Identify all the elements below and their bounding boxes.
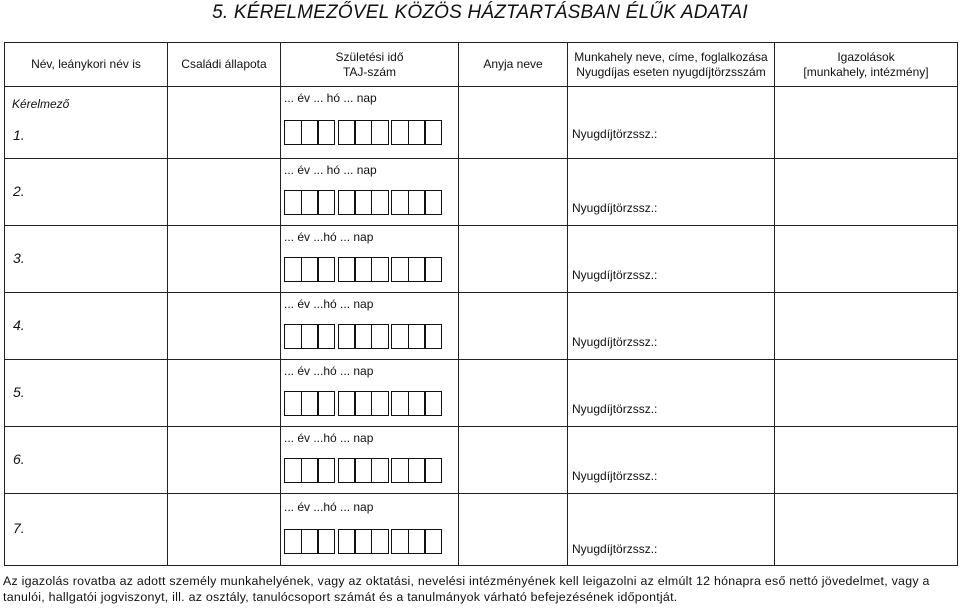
footnote-text: Az igazolás rovatba az adott személy munkahelyének, vagy az oktatási, nevelési intézményének kell leigazolni az elmúlt 12 hónapra eső nettó jövedelmet, vagy a tanulói, hallgatói jogviszonyt, ill. az osztály, tanulócsoport számát és a tanulmányok várható befejezésének időpontját. — [3, 574, 930, 604]
mother-name-field[interactable] — [459, 87, 568, 159]
workplace-field[interactable] — [568, 159, 775, 226]
certificate-field[interactable] — [775, 494, 958, 566]
marital-status-field[interactable] — [168, 293, 281, 360]
certificate-field[interactable] — [775, 87, 958, 159]
taj-boxes[interactable] — [284, 458, 441, 483]
header-cert-line2: [munkahely, intézmény] — [803, 64, 929, 79]
header-workplace — [568, 43, 775, 87]
row-number: 2. — [13, 183, 25, 199]
header-work-line2: Nyugdíjas eseten nyugdíjtörzsszám — [576, 64, 766, 79]
applicant-label: Kérelmező — [12, 97, 70, 111]
certificate-field[interactable] — [775, 427, 958, 494]
workplace-field[interactable] — [568, 226, 775, 293]
birth-date-text: ... év ...hó ... nap — [284, 230, 374, 244]
table-row — [5, 360, 958, 427]
birth-date-field[interactable] — [281, 159, 459, 226]
birth-date-text: ... év ... hó ... nap — [284, 91, 377, 105]
pension-number-label: Nyugdíjtörzssz.: — [572, 127, 658, 141]
mother-name-field[interactable] — [459, 427, 568, 494]
birth-date-field[interactable] — [281, 87, 459, 159]
row-label-cell — [5, 159, 168, 226]
birth-date-text: ... év ...hó ... nap — [284, 364, 374, 378]
table-row — [5, 159, 958, 226]
row-label-cell — [5, 427, 168, 494]
row-number: 5. — [13, 384, 25, 400]
birth-date-field[interactable] — [281, 427, 459, 494]
taj-boxes[interactable] — [284, 391, 441, 416]
mother-name-field[interactable] — [459, 226, 568, 293]
taj-boxes[interactable] — [284, 324, 441, 349]
birth-date-text: ... év ... hó ... nap — [284, 163, 377, 177]
row-label-cell — [5, 226, 168, 293]
marital-status-field[interactable] — [168, 87, 281, 159]
page-title: 5. KÉRELMEZŐVEL KÖZÖS HÁZTARTÁSBAN ÉLŰK ADATAI — [212, 2, 748, 23]
row-label-cell — [5, 360, 168, 427]
pension-number-label: Nyugdíjtörzssz.: — [572, 402, 658, 416]
workplace-field[interactable] — [568, 293, 775, 360]
birth-date-field[interactable] — [281, 360, 459, 427]
table-row — [5, 87, 958, 159]
pension-number-label: Nyugdíjtörzssz.: — [572, 201, 658, 215]
pension-number-label: Nyugdíjtörzssz.: — [572, 268, 658, 282]
taj-boxes[interactable] — [284, 529, 441, 554]
header-certificates — [775, 43, 958, 87]
marital-status-field[interactable] — [168, 427, 281, 494]
header-marital-status: Családi állapota — [168, 43, 281, 87]
marital-status-field[interactable] — [168, 360, 281, 427]
header-name: Név, leánykori név is — [5, 43, 168, 87]
row-number: 1. — [13, 127, 25, 143]
header-birth-line1: Születési idő — [335, 49, 404, 64]
mother-name-field[interactable] — [459, 159, 568, 226]
birth-date-field[interactable] — [281, 293, 459, 360]
pension-number-label: Nyugdíjtörzssz.: — [572, 542, 658, 556]
birth-date-field[interactable] — [281, 226, 459, 293]
workplace-field[interactable] — [568, 427, 775, 494]
marital-status-field[interactable] — [168, 159, 281, 226]
header-cert-line1: Igazolások — [837, 49, 895, 64]
row-number: 7. — [13, 520, 25, 536]
certificate-field[interactable] — [775, 159, 958, 226]
row-label-cell — [5, 87, 168, 159]
certificate-field[interactable] — [775, 360, 958, 427]
row-number: 4. — [13, 317, 25, 333]
certificate-field[interactable] — [775, 226, 958, 293]
header-birth-line2: TAJ-szám — [342, 64, 397, 79]
birth-date-field[interactable] — [281, 494, 459, 566]
marital-status-field[interactable] — [168, 494, 281, 566]
taj-boxes[interactable] — [284, 120, 441, 145]
workplace-field[interactable] — [568, 87, 775, 159]
birth-date-text: ... év ...hó ... nap — [284, 431, 374, 445]
header-row — [5, 43, 958, 87]
birth-date-text: ... év ...hó ... nap — [284, 297, 374, 311]
row-number: 3. — [13, 250, 25, 266]
table-row — [5, 494, 958, 566]
certificate-field[interactable] — [775, 293, 958, 360]
table-row — [5, 226, 958, 293]
header-birth-date — [281, 43, 459, 87]
table-row — [5, 293, 958, 360]
table-row — [5, 427, 958, 494]
header-work-line1: Munkahely neve, címe, foglalkozása — [574, 49, 768, 64]
header-mother-name: Anyja neve — [459, 43, 568, 87]
marital-status-field[interactable] — [168, 226, 281, 293]
mother-name-field[interactable] — [459, 293, 568, 360]
row-label-cell — [5, 293, 168, 360]
taj-boxes[interactable] — [284, 257, 441, 282]
taj-boxes[interactable] — [284, 190, 441, 215]
pension-number-label: Nyugdíjtörzssz.: — [572, 469, 658, 483]
mother-name-field[interactable] — [459, 360, 568, 427]
workplace-field[interactable] — [568, 360, 775, 427]
birth-date-text: ... év ...hó ... nap — [284, 500, 374, 514]
mother-name-field[interactable] — [459, 494, 568, 566]
row-label-cell — [5, 494, 168, 566]
household-table — [4, 42, 958, 566]
row-number: 6. — [13, 451, 25, 467]
pension-number-label: Nyugdíjtörzssz.: — [572, 335, 658, 349]
workplace-field[interactable] — [568, 494, 775, 566]
